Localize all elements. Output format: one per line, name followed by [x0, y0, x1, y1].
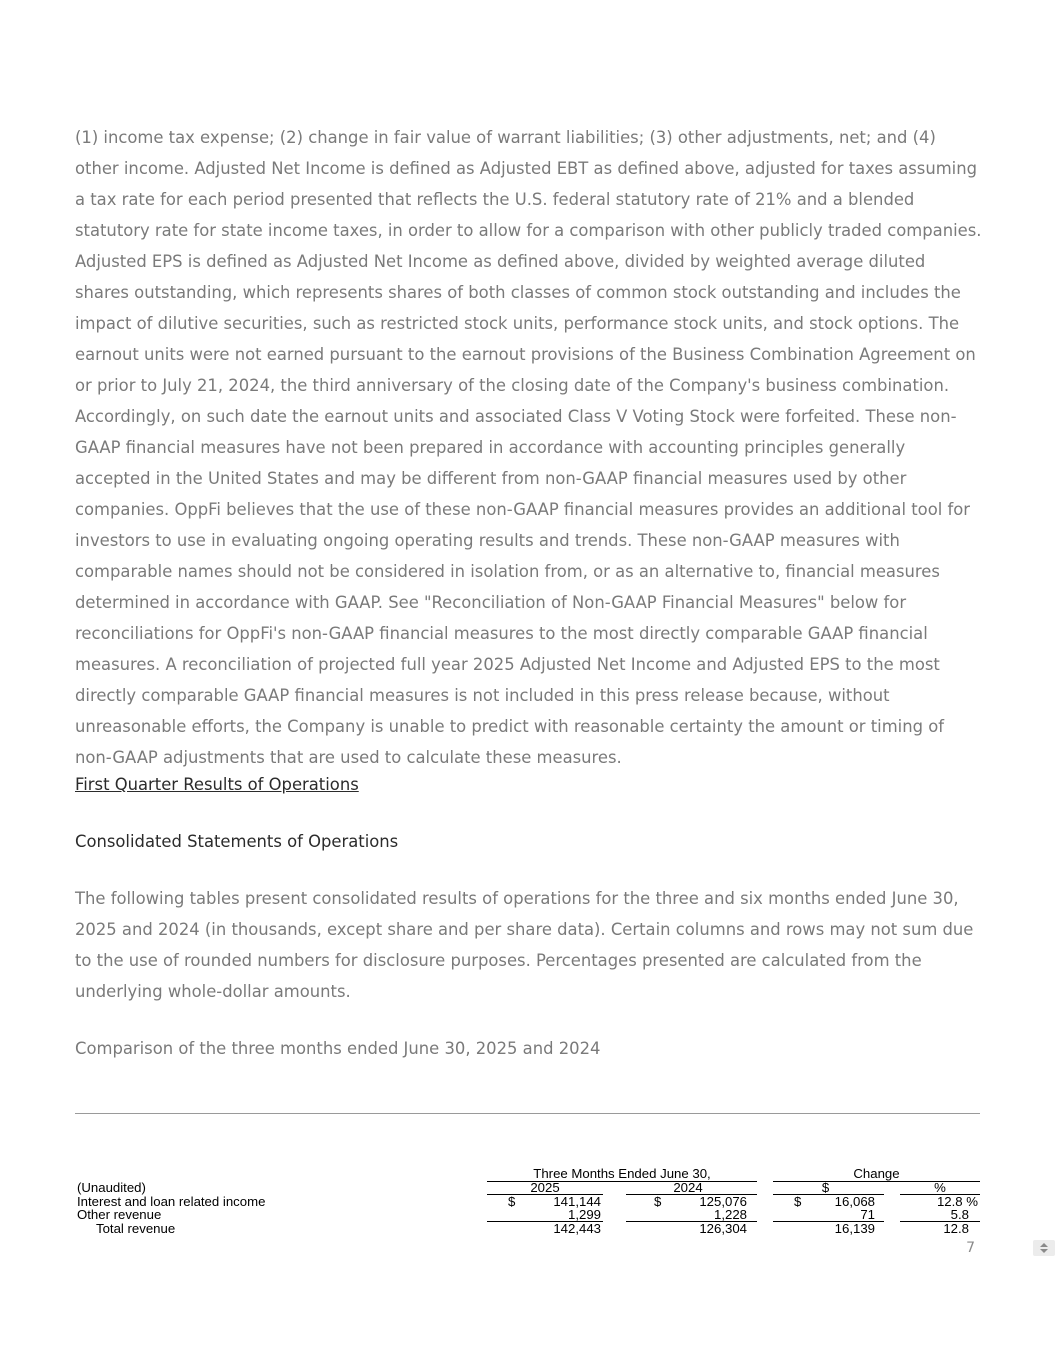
col-underline-dollar: [773, 1194, 884, 1195]
row-label: Interest and loan related income: [77, 1194, 266, 1209]
subtotal-underline-dollar: [773, 1221, 884, 1222]
row-label-header: (Unaudited): [77, 1180, 146, 1195]
subtotal-underline-2025: [487, 1221, 603, 1222]
cell-2025: 142,443: [553, 1221, 601, 1236]
period-header-underline: [487, 1181, 757, 1182]
cell-pct: 5.8: [950, 1207, 969, 1222]
comparison-caption: Comparison of the three months ended June 30, 2025 and 2024: [75, 1039, 601, 1058]
body-paragraph-non-gaap: (1) income tax expense; (2) change in fair value of warrant liabilities; (3) other adjustments, net; and (4) other income. Adjusted Net Income is defined as Adjusted EBT as defined above, adjusted for taxes assuming a tax rate for each period presented that reflects the U.S. federal statutory rate of 21% and a blended statutory rate for state income taxes, in order to allow for a comparison with other publicly traded companies. Adjusted EPS is defined as Adjusted Net Income as defined above, divided by weighted average diluted shares outstanding, which represents shares of both classes of common stock outstanding and includes the impact of dilutive securities, such as restricted stock units, performance stock units, and stock options. The earnout units were not earned pursuant to the earnout provisions of the Business Combination Agreement on or prior to July 21, 2024, the third anniversary of the closing date of the Company's business combination. Accordingly, on such date the earnout units and associated Class V Voting Stock were forfeited. These non-GAAP financial measures have not been prepared in accordance with accounting principles generally accepted in the United States and may be different from non-GAAP financial measures used by other companies. OppFi believes that the use of these non-GAAP financial measures provides an additional tool for investors to use in evaluating ongoing operating results and trends. These non-GAAP measures with comparable names should not be considered in isolation from, or as an alternative to, financial measures determined in accordance with GAAP. See "Reconciliation of Non-GAAP Financial Measures" below for reconciliations for OppFi's non-GAAP financial measures to the most directly comparable GAAP financial measures. A reconciliation of projected full year 2025 Adjusted Net Income and Adjusted EPS to the most directly comparable GAAP financial measures is not included in this press release because, without unreasonable efforts, the Company is unable to predict with reasonable certainty the amount or timing of non-GAAP adjustments that are used to calculate these measures.: [75, 128, 982, 767]
currency-symbol: $: [794, 1194, 802, 1209]
currency-symbol: $: [508, 1194, 516, 1209]
cell-2025: 141,144: [553, 1194, 601, 1209]
page-number: 7: [966, 1240, 975, 1256]
scroll-stepper-icon[interactable]: [1033, 1240, 1055, 1256]
section-heading: First Quarter Results of Operations: [75, 775, 359, 794]
subtotal-underline-pct: [900, 1221, 980, 1222]
col-underline-2024: [626, 1194, 757, 1195]
col-underline-2025: [487, 1194, 603, 1195]
body-paragraph-intro: The following tables present consolidated results of operations for the three and six months ended June 30, 2025 and 2024 (in thousands, except share and per share data). Certain columns and rows may not sum due to the use of rounded numbers for disclosure purposes. Percentages presented are calculated from the underlying whole-dollar amounts.: [75, 889, 974, 1001]
col-underline-pct: [900, 1194, 980, 1195]
cell-pct: 12.8 %: [936, 1194, 978, 1209]
cell-change: 16,068: [834, 1194, 875, 1209]
subsection-heading: Consolidated Statements of Operations: [75, 832, 399, 851]
col-header-pct-change: %: [934, 1180, 946, 1195]
cell-change: 71: [860, 1207, 875, 1222]
col-header-dollar-change: $: [821, 1180, 830, 1195]
row-label-total: Total revenue: [96, 1221, 176, 1236]
change-header: Change: [853, 1166, 900, 1181]
row-label: Other revenue: [77, 1207, 162, 1222]
cell-change: 16,139: [834, 1221, 875, 1236]
col-header-2024: 2024: [673, 1180, 703, 1195]
subtotal-underline-2024: [626, 1221, 757, 1222]
horizontal-divider: [75, 1113, 980, 1114]
cell-2025: 1,299: [567, 1207, 601, 1222]
change-header-underline: [773, 1181, 980, 1182]
cell-2024: 1,228: [713, 1207, 747, 1222]
period-header: Three Months Ended June 30,: [533, 1166, 711, 1181]
cell-pct: 12.8: [943, 1221, 969, 1236]
up-down-arrows-icon: [1040, 1243, 1048, 1253]
cell-2024: 126,304: [699, 1221, 747, 1236]
col-header-2025: 2025: [530, 1180, 560, 1195]
cell-2024: 125,076: [699, 1194, 747, 1209]
currency-symbol: $: [654, 1194, 662, 1209]
